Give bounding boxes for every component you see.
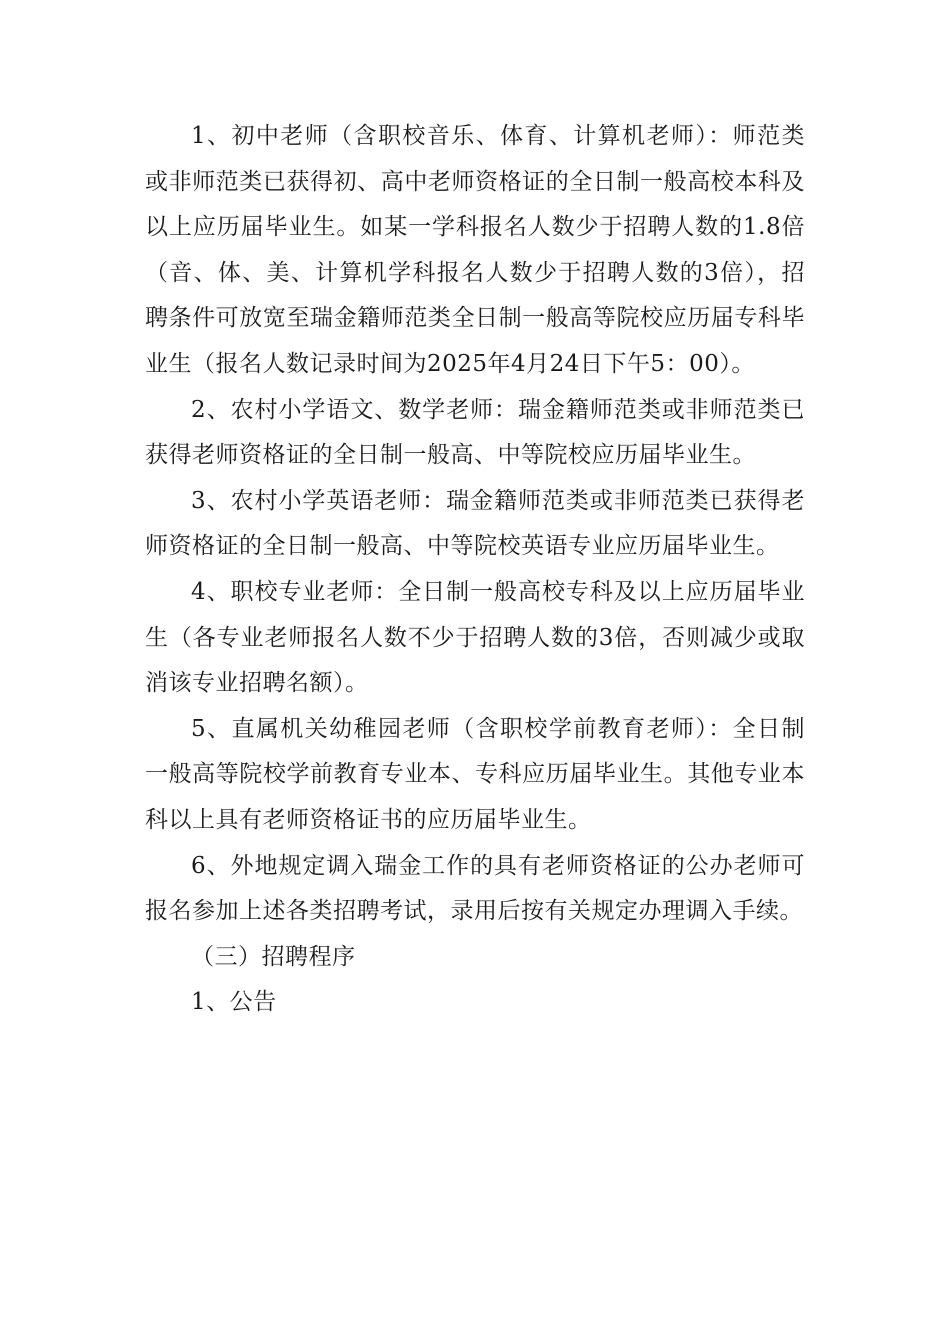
document-body <box>145 114 805 1026</box>
paragraph-transfer-teachers: 6、外地规定调入瑞金工作的具有老师资格证的公办老师可报名参加上述各类招聘考试，录用后按有关规定办理调入手续。 <box>145 852 805 925</box>
paragraph-junior-high-teachers: 1、初中老师（含职校音乐、体育、计算机老师）：师范类或非师范类已获得初、高中老师资格证的全日制一般高校本科及以上应历届毕业生。如某一学科报名人数少于招聘人数的1.8倍（音、体、美、计算机学科报名人数少于招聘人数的3倍），招聘条件可放宽至瑞金籍师范类全日制一般高等院校应历届专科毕业生（报名人数记录时间为2025年4月24日下午5：00）。 <box>145 123 805 377</box>
paragraph-rural-english-teachers: 3、农村小学英语老师：瑞金籍师范类或非师范类已获得老师资格证的全日制一般高、中等院校英语专业应历届毕业生。 <box>145 487 805 560</box>
paragraph-kindergarten-teachers: 5、直属机关幼稚园老师（含职校学前教育老师）：全日制一般高等院校学前教育专业本、专科应历届毕业生。其他专业本科以上具有老师资格证书的应历届毕业生。 <box>145 715 805 833</box>
section-heading: （三）招聘程序 <box>191 943 356 970</box>
paragraph-rural-chinese-math-teachers: 2、农村小学语文、数学老师：瑞金籍师范类或非师范类已获得老师资格证的全日制一般高、中等院校应历届毕业生。 <box>145 396 805 469</box>
paragraph-vocational-teachers: 4、职校专业老师：全日制一般高校专科及以上应历届毕业生（各专业老师报名人数不少于招聘人数的3倍，否则减少或取消该专业招聘名额）。 <box>145 578 805 697</box>
sub-item-heading: 1、公告 <box>191 989 277 1016</box>
